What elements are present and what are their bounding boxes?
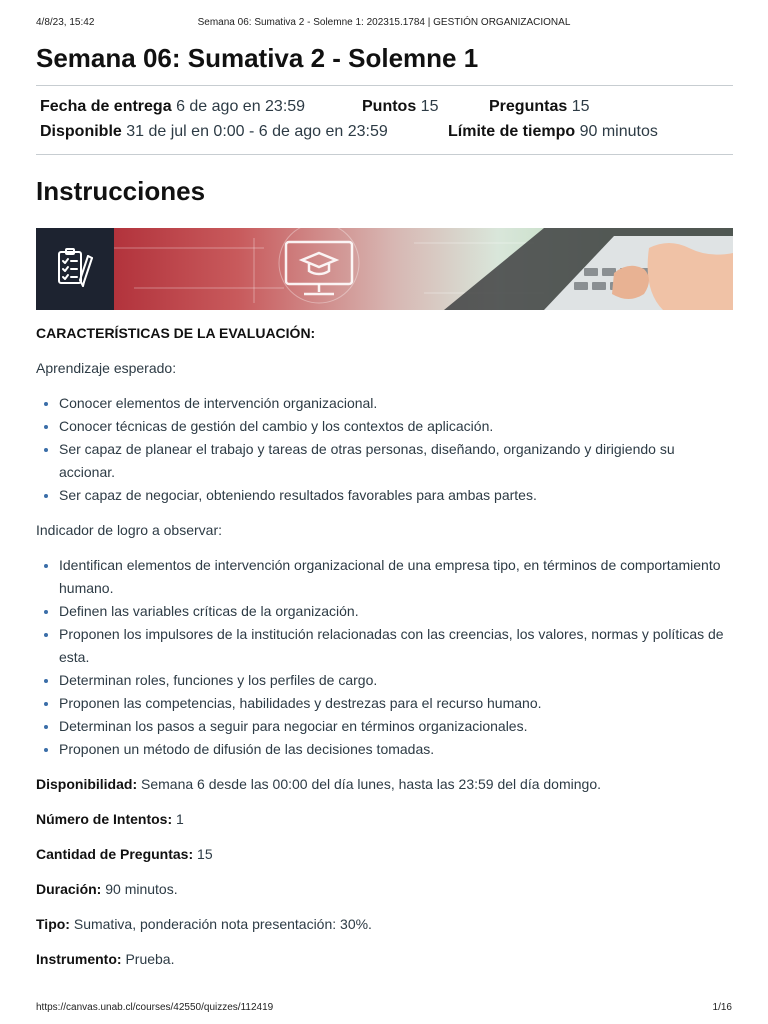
- divider: [36, 154, 733, 155]
- page-number: 1/16: [712, 1002, 732, 1013]
- due-date: [40, 98, 305, 116]
- list-item: • Determinan los pasos a seguir para negociar en términos organizacionales.: [59, 715, 733, 738]
- learning-label: Aprendizaje esperado:: [36, 360, 177, 376]
- banner-icon-box: [36, 228, 114, 310]
- banner-art: [114, 228, 733, 310]
- indicator-list: [36, 554, 733, 761]
- print-date: 4/8/23, 15:42: [36, 17, 95, 28]
- time-limit-value: 90 minutos: [579, 123, 658, 140]
- list-item: • Proponen un método de difusión de las decisiones tomadas.: [59, 738, 733, 761]
- learning-list: [36, 392, 733, 507]
- fact-availability: Disponibilidad: Semana 6 desde las 00:00 del día lunes, hasta las 23:59 del día domingo.: [36, 776, 601, 792]
- laptop-graduation-cap-illustration: [114, 228, 733, 310]
- fact-question-count: Cantidad de Preguntas: 15: [36, 846, 213, 862]
- fact-instrument: Instrumento: Prueba.: [36, 951, 175, 967]
- list-item: • Conocer técnicas de gestión del cambio y los contextos de aplicación.: [59, 415, 733, 438]
- list-item: • Determinan roles, funciones y los perfiles de cargo.: [59, 669, 733, 692]
- list-item: • Definen las variables críticas de la organización.: [59, 600, 733, 623]
- quiz-details: [36, 86, 733, 154]
- available-label: Disponible: [40, 123, 122, 140]
- list-item: • Ser capaz de planear el trabajo y tareas de otras personas, diseñando, organizando y dirigiendo su accionar.: [59, 438, 733, 484]
- instructions-body: [36, 322, 733, 971]
- instructions-banner: [36, 228, 733, 310]
- quiz-content: [36, 42, 733, 971]
- list-item: • Proponen los impulsores de la institución relacionadas con las creencias, los valores, normas y políticas de esta.: [59, 623, 733, 669]
- section-title: CARACTERÍSTICAS DE LA EVALUACIÓN:: [36, 325, 316, 341]
- points: [362, 98, 438, 116]
- points-label: Puntos: [362, 98, 417, 115]
- list-item: • Proponen las competencias, habilidades y destrezas para el recurso humano.: [59, 692, 733, 715]
- quiz-title: Semana 06: Sumativa 2 - Solemne 1: [36, 43, 479, 73]
- available-value: 31 de jul en 0:00 - 6 de ago en 23:59: [126, 123, 388, 140]
- questions: [489, 98, 590, 116]
- points-value: 15: [420, 98, 439, 115]
- list-item: • Ser capaz de negociar, obteniendo resultados favorables para ambas partes.: [59, 484, 733, 507]
- instructions-heading: Instrucciones: [36, 176, 206, 206]
- availability: [40, 123, 388, 141]
- fact-type: Tipo: Sumativa, ponderación nota presentación: 30%.: [36, 916, 372, 932]
- print-page-title: Semana 06: Sumativa 2 - Solemne 1: 202315.1784 | GESTIÓN ORGANIZACIONAL: [197, 17, 571, 28]
- time-limit: [448, 123, 658, 141]
- page-url: https://canvas.unab.cl/courses/42550/quizzes/112419: [36, 1002, 274, 1013]
- fact-attempts: Número de Intentos: 1: [36, 811, 184, 827]
- due-label: Fecha de entrega: [40, 98, 172, 115]
- checklist-pencil-icon: [36, 228, 114, 310]
- list-item: • Conocer elementos de intervención organizacional.: [59, 392, 733, 415]
- fact-duration: Duración: 90 minutos.: [36, 881, 178, 897]
- list-item: • Identifican elementos de intervención organizacional de una empresa tipo, en términos de comportamiento humano.: [59, 554, 733, 600]
- questions-value: 15: [571, 98, 590, 115]
- questions-label: Preguntas: [489, 98, 568, 115]
- due-value: 6 de ago en 23:59: [176, 98, 306, 115]
- time-limit-label: Límite de tiempo: [448, 123, 576, 140]
- indicator-label: Indicador de logro a observar:: [36, 522, 222, 538]
